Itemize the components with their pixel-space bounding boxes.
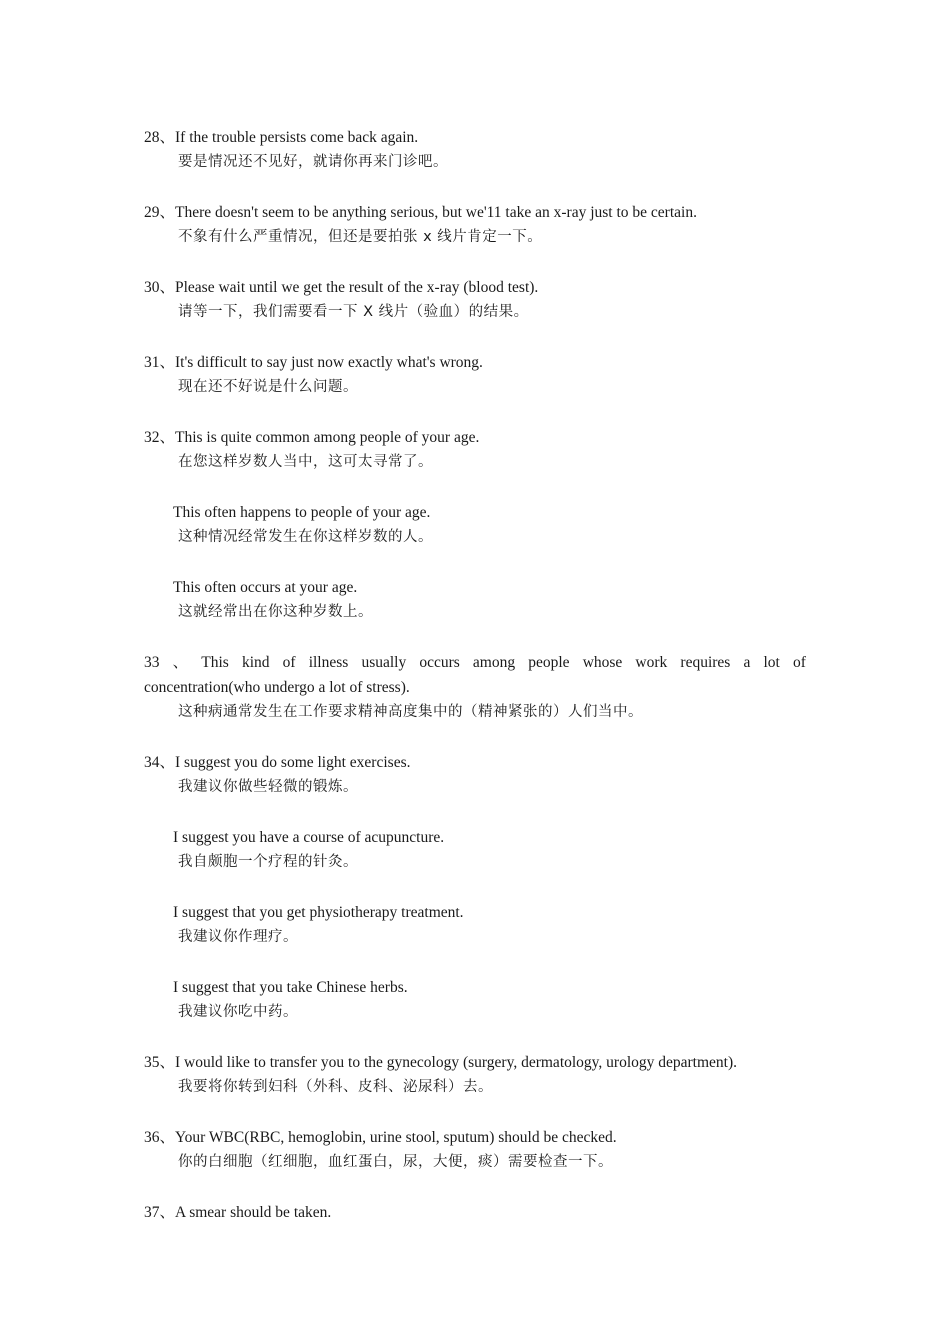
sentence-32-zh: 在您这样岁数人当中，这可太寻常了。 (178, 454, 433, 470)
word: of (282, 654, 296, 671)
sentence-29-en: 29、There doesn't seem to be anything serious, but we'11 take an x-ray just to be certain. (144, 204, 697, 221)
sentence-33-en-line2: concentration(who undergo a lot of stress). (144, 679, 410, 696)
word: occurs (419, 654, 460, 671)
sentence-29-zh: 不象有什么严重情况，但还是要拍张 x 线片肯定一下。 (178, 229, 543, 245)
sentence-32c-en: This often occurs at your age. (173, 579, 358, 596)
sentence-30-en: 30、Please wait until we get the result of the x-ray (blood test). (144, 279, 539, 296)
sentence-35-en: 35、I would like to transfer you to the gynecology (surgery, dermatology, urology department). (144, 1054, 738, 1071)
sentence-34c-zh: 我建议你作理疗。 (178, 929, 298, 945)
sentence-37-en: 37、A smear should be taken. (144, 1204, 332, 1221)
sentence-31-zh: 现在还不好说是什么问题。 (178, 379, 358, 395)
sentence-34d-zh: 我建议你吃中药。 (178, 1004, 298, 1020)
word: whose (582, 654, 623, 671)
word: 、 (172, 654, 189, 671)
sentence-34b-zh: 我自颇胞一个疗程的针灸。 (178, 854, 358, 870)
sentence-32-en: 32、This is quite common among people of your age. (144, 429, 480, 446)
sentence-32c-zh: 这就经常出在你这种岁数上。 (178, 604, 373, 620)
sentence-36-zh: 你的白细胞（红细胞，血红蛋白，尿，大便，痰）需要检查一下。 (178, 1154, 613, 1170)
word: of (792, 654, 806, 671)
word: usually (361, 654, 407, 671)
word: This (201, 654, 229, 671)
word: people (528, 654, 570, 671)
sentence-32b-zh: 这种情况经常发生在你这样岁数的人。 (178, 529, 433, 545)
sentence-36-en: 36、Your WBC(RBC, hemoglobin, urine stool, sputum) should be checked. (144, 1129, 617, 1146)
sentence-28-en: 28、If the trouble persists come back again. (144, 129, 419, 146)
sentence-31-en: 31、It's difficult to say just now exactly what's wrong. (144, 354, 483, 371)
sentence-34-en: 34、I suggest you do some light exercises. (144, 754, 411, 771)
sentence-30-zh: 请等一下，我们需要看一下 X 线片（验血）的结果。 (178, 304, 529, 320)
word: 33 (144, 654, 160, 671)
word: work (635, 654, 668, 671)
sentence-35-zh: 我要将你转到妇科（外科、皮科、泌尿科）去。 (178, 1079, 493, 1095)
sentence-32b-en: This often happens to people of your age. (173, 504, 431, 521)
word: kind (241, 654, 270, 671)
word: requires (680, 654, 731, 671)
word: among (472, 654, 516, 671)
sentence-33-en-line1 (144, 650, 806, 675)
word: illness (308, 654, 349, 671)
word: a (743, 654, 751, 671)
sentence-34-zh: 我建议你做些轻微的锻炼。 (178, 779, 358, 795)
sentence-33-zh: 这种病通常发生在工作要求精神高度集中的（精神紧张的）人们当中。 (178, 704, 643, 720)
word: lot (763, 654, 780, 671)
sentence-28-zh: 要是情况还不见好，就请你再来门诊吧。 (178, 154, 448, 170)
sentence-34c-en: I suggest that you get physiotherapy treatment. (173, 904, 464, 921)
document-page (144, 125, 806, 1225)
sentence-34b-en: I suggest you have a course of acupuncture. (173, 829, 445, 846)
sentence-34d-en: I suggest that you take Chinese herbs. (173, 979, 408, 996)
